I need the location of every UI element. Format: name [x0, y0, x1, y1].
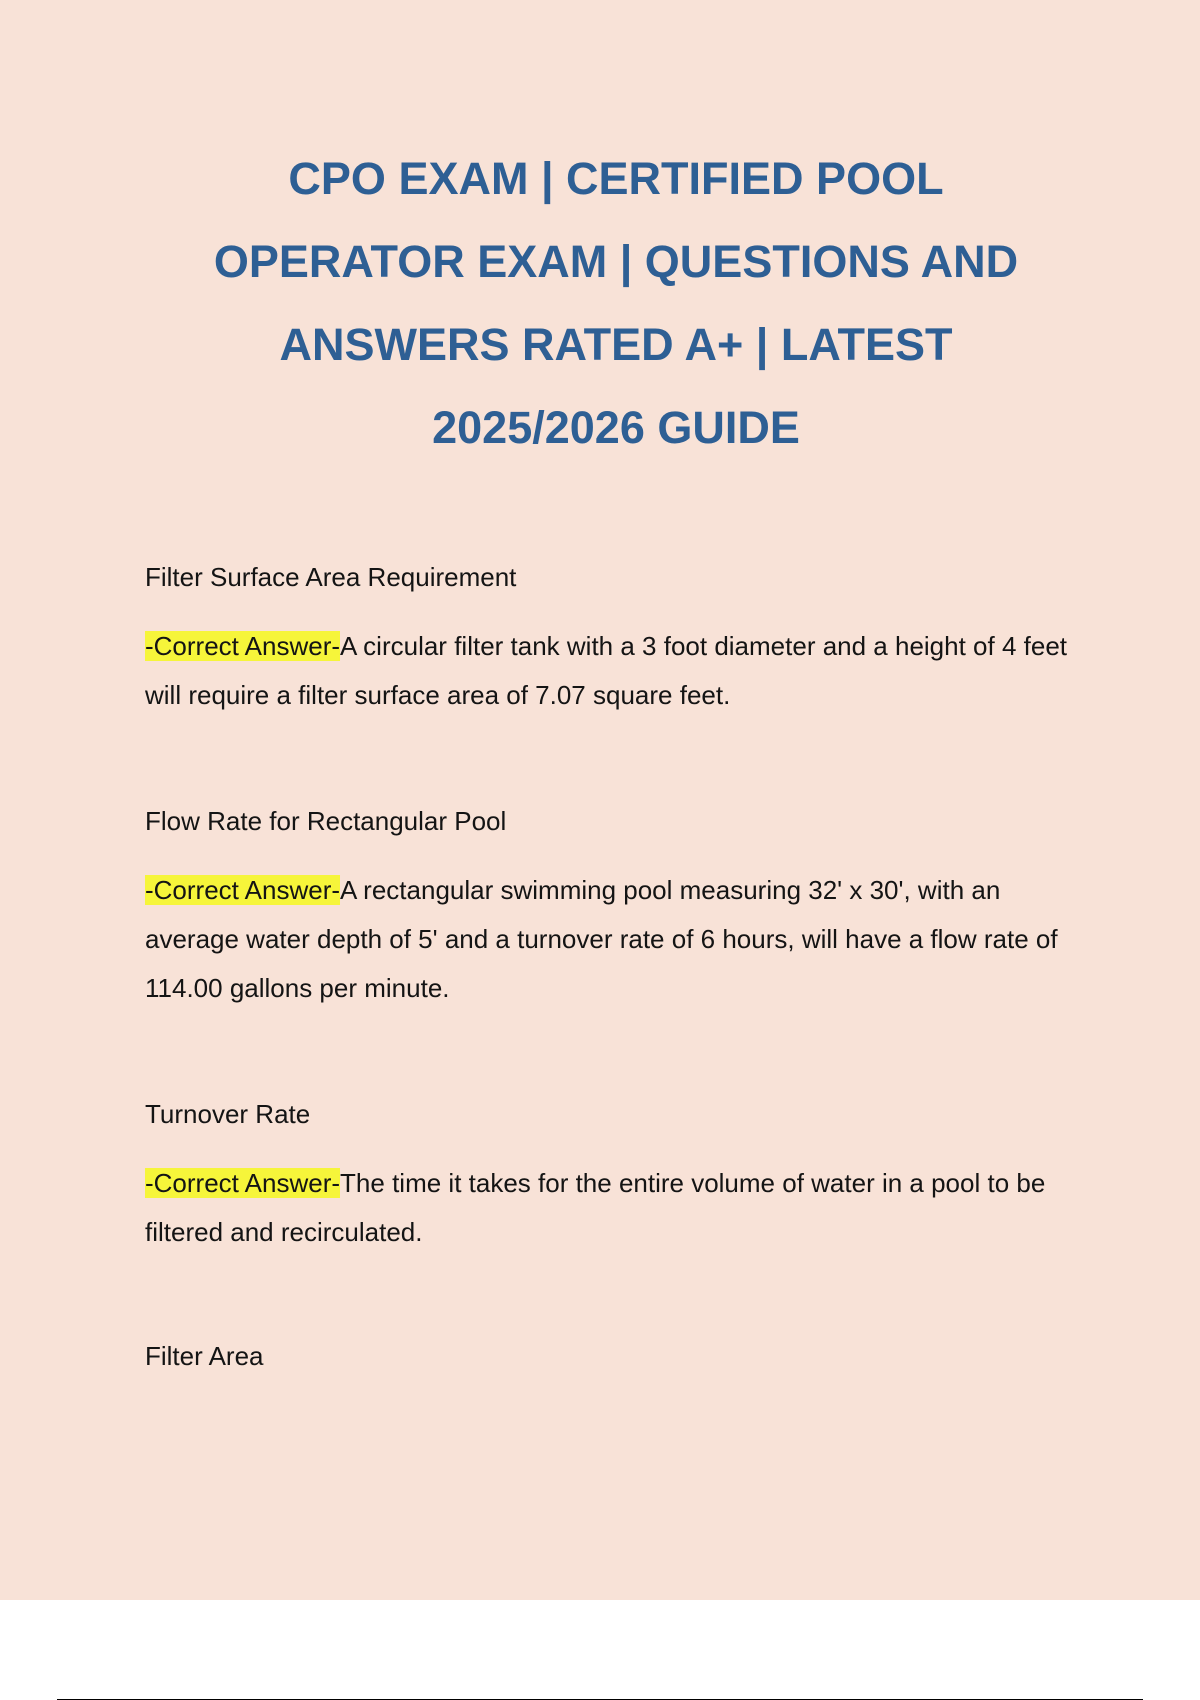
title-line: OPERATOR EXAM | QUESTIONS AND: [213, 236, 1019, 287]
answer-body: A circular filter tank with a 3 foot diameter and a height of 4 feet will require a filter surface area of 7.07 square feet.: [145, 631, 1068, 710]
correct-answer-label: -Correct Answer-: [145, 631, 341, 661]
question-text: Filter Area: [145, 1341, 264, 1371]
answer-text: [145, 622, 1095, 720]
answer-body: The time it takes for the entire volume of water in a pool to be filtered and recirculated.: [145, 1168, 1046, 1247]
correct-answer-label: -Correct Answer-: [145, 875, 341, 905]
qa-item: [145, 1097, 1095, 1257]
qa-item: [145, 1339, 1095, 1373]
question-text: Turnover Rate: [145, 1099, 311, 1129]
document-title: [145, 137, 1087, 469]
question-text: Flow Rate for Rectangular Pool: [145, 806, 507, 836]
title-line: CPO EXAM | CERTIFIED POOL: [288, 153, 944, 204]
answer-text: [145, 1159, 1095, 1257]
qa-item: [145, 560, 1095, 720]
title-line: 2025/2026 GUIDE: [432, 402, 800, 453]
question-text: Filter Surface Area Requirement: [145, 562, 517, 592]
answer-text: [145, 866, 1095, 1013]
answer-body: A rectangular swimming pool measuring 32' x 30', with an average water depth of 5' and a turnover rate of 6 hours, will have a flow rate of 114.00 gallons per minute.: [145, 875, 1058, 1003]
title-line: ANSWERS RATED A+ | LATEST: [279, 319, 953, 370]
correct-answer-label: -Correct Answer-: [145, 1168, 341, 1198]
qa-item: [145, 804, 1095, 1013]
